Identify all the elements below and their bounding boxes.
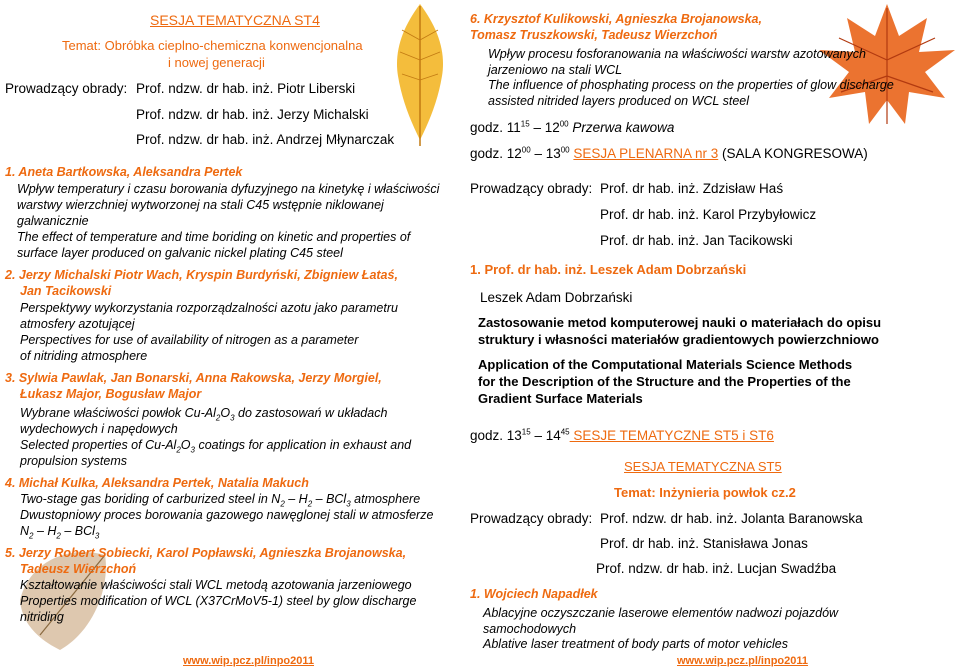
paper-5-title-en-line2: nitriding: [20, 610, 64, 624]
paper-6-title-pl-line2: jarzeniowo na stali WCL: [488, 63, 623, 77]
chair-2: Prof. ndzw. dr hab. inż. Jerzy Michalski: [136, 107, 369, 122]
footer-link-right[interactable]: www.wip.pcz.pl/inpo2011: [677, 655, 809, 667]
paper-1-title-en-line2: surface layer produced on galvanic nickel plating C45 steel: [17, 246, 343, 260]
coffee-break: godz. $11^{15} - 12^{00}$ Przerwa kawowa: [470, 119, 675, 135]
plenary-chair-2: Prof. dr hab. inż. Karol Przybyłowicz: [600, 207, 817, 222]
paper-2-authors-line2: Jan Tacikowski: [20, 284, 112, 298]
paper-5-authors-line1: 5. Jerzy Robert Sobiecki, Karol Popławski, Agnieszka Brojanowska,: [5, 546, 407, 560]
session-title-st5: SESJA TEMATYCZNA ST5: [624, 459, 782, 474]
session-title-st4: SESJA TEMATYCZNA ST4: [150, 12, 320, 28]
paper-6-title-en-line1: The influence of phosphating process on the properties of glow discharge: [488, 78, 894, 92]
plenary-talk-title-en-line1: Application of the Computational Materials Science Methods: [478, 357, 853, 372]
paper-2-title-en-line2: of nitriding atmosphere: [20, 349, 148, 363]
st5-theme: Temat: Inżynieria powłok cz.2: [614, 485, 796, 500]
plenary-chair-1: Prof. dr hab. inż. Zdzisław Haś: [600, 181, 784, 196]
paper-2-title-pl-line1: Perspektywy wykorzystania rozporządzalności azotu jako parametru: [20, 301, 398, 315]
paper-2-title-en-line1: Perspectives for use of availability of nitrogen as a parameter: [20, 333, 359, 347]
paper-4-title-en: Two-stage gas boriding of carburized steel in $N_2 - H_2 - BCl_3$ atmosphere: [20, 492, 421, 509]
thematic-sessions-link[interactable]: SESJE TEMATYCZNE ST5 i ST6: [569, 428, 774, 443]
paper-6-title-pl-line1: Wpływ procesu fosforanowania na właściwości warstw azotowanych: [488, 47, 866, 61]
plenary-session-link[interactable]: SESJA PLENARNA nr 3: [573, 146, 719, 161]
paper-3-title-pl-line1: Wybrane właściwości powłok $Cu-Al_2O_3$ do zastosowań w układach: [20, 406, 388, 423]
plenary-chairs-label: Prowadzący obrady:: [470, 181, 593, 196]
paper-3-title-en-line1: Selected properties of $Cu-Al_2O_3$ coatings for application in exhaust and: [20, 438, 412, 455]
paper-3-authors-line1: 3. Sylwia Pawlak, Jan Bonarski, Anna Rakowska, Jerzy Morgiel,: [5, 371, 382, 385]
thematic-sessions-heading: godz. $13^{15} - 14^{45}$ SESJE TEMATYCZNE ST5 i ST6: [470, 427, 774, 443]
autumn-leaf-top-left: [380, 0, 460, 150]
plenary-session-heading: godz. $12^{00} - 13^{00}$ SESJA PLENARNA nr 3 (SALA KONGRESOWA): [470, 145, 868, 161]
plenary-talk-title-pl-line2: struktury i własności materiałów gradientowych powierzchniowo: [478, 332, 879, 347]
st5-chair-1: Prof. ndzw. dr hab. inż. Jolanta Baranowska: [600, 511, 863, 526]
autumn-leaf-top-right: [815, 0, 959, 130]
theme-line-1: Temat: Obróbka cieplno-chemiczna konwencjonalna: [62, 38, 363, 53]
chair-3: Prof. ndzw. dr hab. inż. Andrzej Młynarczak: [136, 132, 395, 147]
paper-5-title-en-line1: Properties modification of WCL (X37CrMoV5-1) steel by glow discharge: [20, 594, 417, 608]
st5-paper-1-title-pl-line1: Ablacyjne oczyszczanie laserowe elementów nadwozi pojazdów: [483, 606, 839, 620]
paper-6-title-en-line2: assisted nitrided layers produced on WCL steel: [488, 94, 750, 108]
paper-5-title-pl: Kształtowanie właściwości stali WCL metodą azotowania jarzeniowego: [20, 578, 412, 592]
paper-4-title-pl-line1: Dwustopniowy proces borowania gazowego nawęglonej stali w atmosferze: [20, 508, 434, 522]
plenary-talk-title-en-line3: Gradient Surface Materials: [478, 391, 643, 406]
st5-paper-1-title-en: Ablative laser treatment of body parts of motor vehicles: [483, 637, 789, 651]
paper-3-title-en-line2: propulsion systems: [20, 454, 127, 468]
paper-6-authors-line1: 6. Krzysztof Kulikowski, Agnieszka Brojanowska,: [470, 12, 762, 26]
plenary-talk-title-pl-line1: Zastosowanie metod komputerowej nauki o materiałach do opisu: [478, 315, 882, 330]
paper-5-authors-line2: Tadeusz Wierzchoń: [20, 562, 137, 576]
plenary-talk-speaker: Leszek Adam Dobrzański: [480, 290, 633, 305]
chairs-label: Prowadzący obrady:: [5, 81, 128, 96]
plenary-talk-title-en-line2: for the Description of the Structure and the Properties of the: [478, 374, 851, 389]
paper-3-title-pl-line2: wydechowych i napędowych: [20, 422, 178, 436]
paper-6-authors-line2: Tomasz Truszkowski, Tadeusz Wierzchoń: [470, 28, 718, 42]
st5-chair-2: Prof. dr hab. inż. Stanisława Jonas: [600, 536, 808, 551]
paper-4-title-pl-line2: $N_2 - H_2 - BCl_3$: [20, 524, 100, 541]
paper-1-authors: 1. Aneta Bartkowska, Aleksandra Pertek: [5, 165, 243, 179]
paper-3-authors-line2: Łukasz Major, Bogusław Major: [20, 387, 202, 401]
footer-link-left[interactable]: www.wip.pcz.pl/inpo2011: [183, 655, 315, 667]
paper-2-title-pl-line2: atmosfery azotującej: [20, 317, 135, 331]
paper-1-title-en-line1: The effect of temperature and time boriding on kinetic and properties of: [17, 230, 411, 244]
st5-paper-1-author: 1. Wojciech Napadłek: [470, 587, 598, 601]
theme-line-2: i nowej generacji: [168, 55, 265, 70]
st5-paper-1-title-pl-line2: samochodowych: [483, 622, 577, 636]
plenary-talk-author: 1. Prof. dr hab. inż. Leszek Adam Dobrzański: [470, 262, 747, 277]
paper-1-title-pl-line2: warstwy wierzchniej wytworzonej na stali C45 wstępnie niklowanej: [17, 198, 384, 212]
paper-1-title-pl-line3: galwanicznie: [17, 214, 89, 228]
paper-2-authors-line1: 2. Jerzy Michalski Piotr Wach, Kryspin Burdyński, Zbigniew Łataś,: [5, 268, 398, 282]
chair-1: Prof. ndzw. dr hab. inż. Piotr Liberski: [136, 81, 356, 96]
paper-1-title-pl-line1: Wpływ temperatury i czasu borowania dyfuzyjnego na kinetykę i właściwości: [17, 182, 440, 196]
st5-chair-3: Prof. ndzw. dr hab. inż. Lucjan Swadźba: [596, 561, 837, 576]
paper-4-authors: 4. Michał Kulka, Aleksandra Pertek, Natalia Makuch: [5, 476, 309, 490]
st5-chairs-label: Prowadzący obrady:: [470, 511, 593, 526]
plenary-chair-3: Prof. dr hab. inż. Jan Tacikowski: [600, 233, 793, 248]
